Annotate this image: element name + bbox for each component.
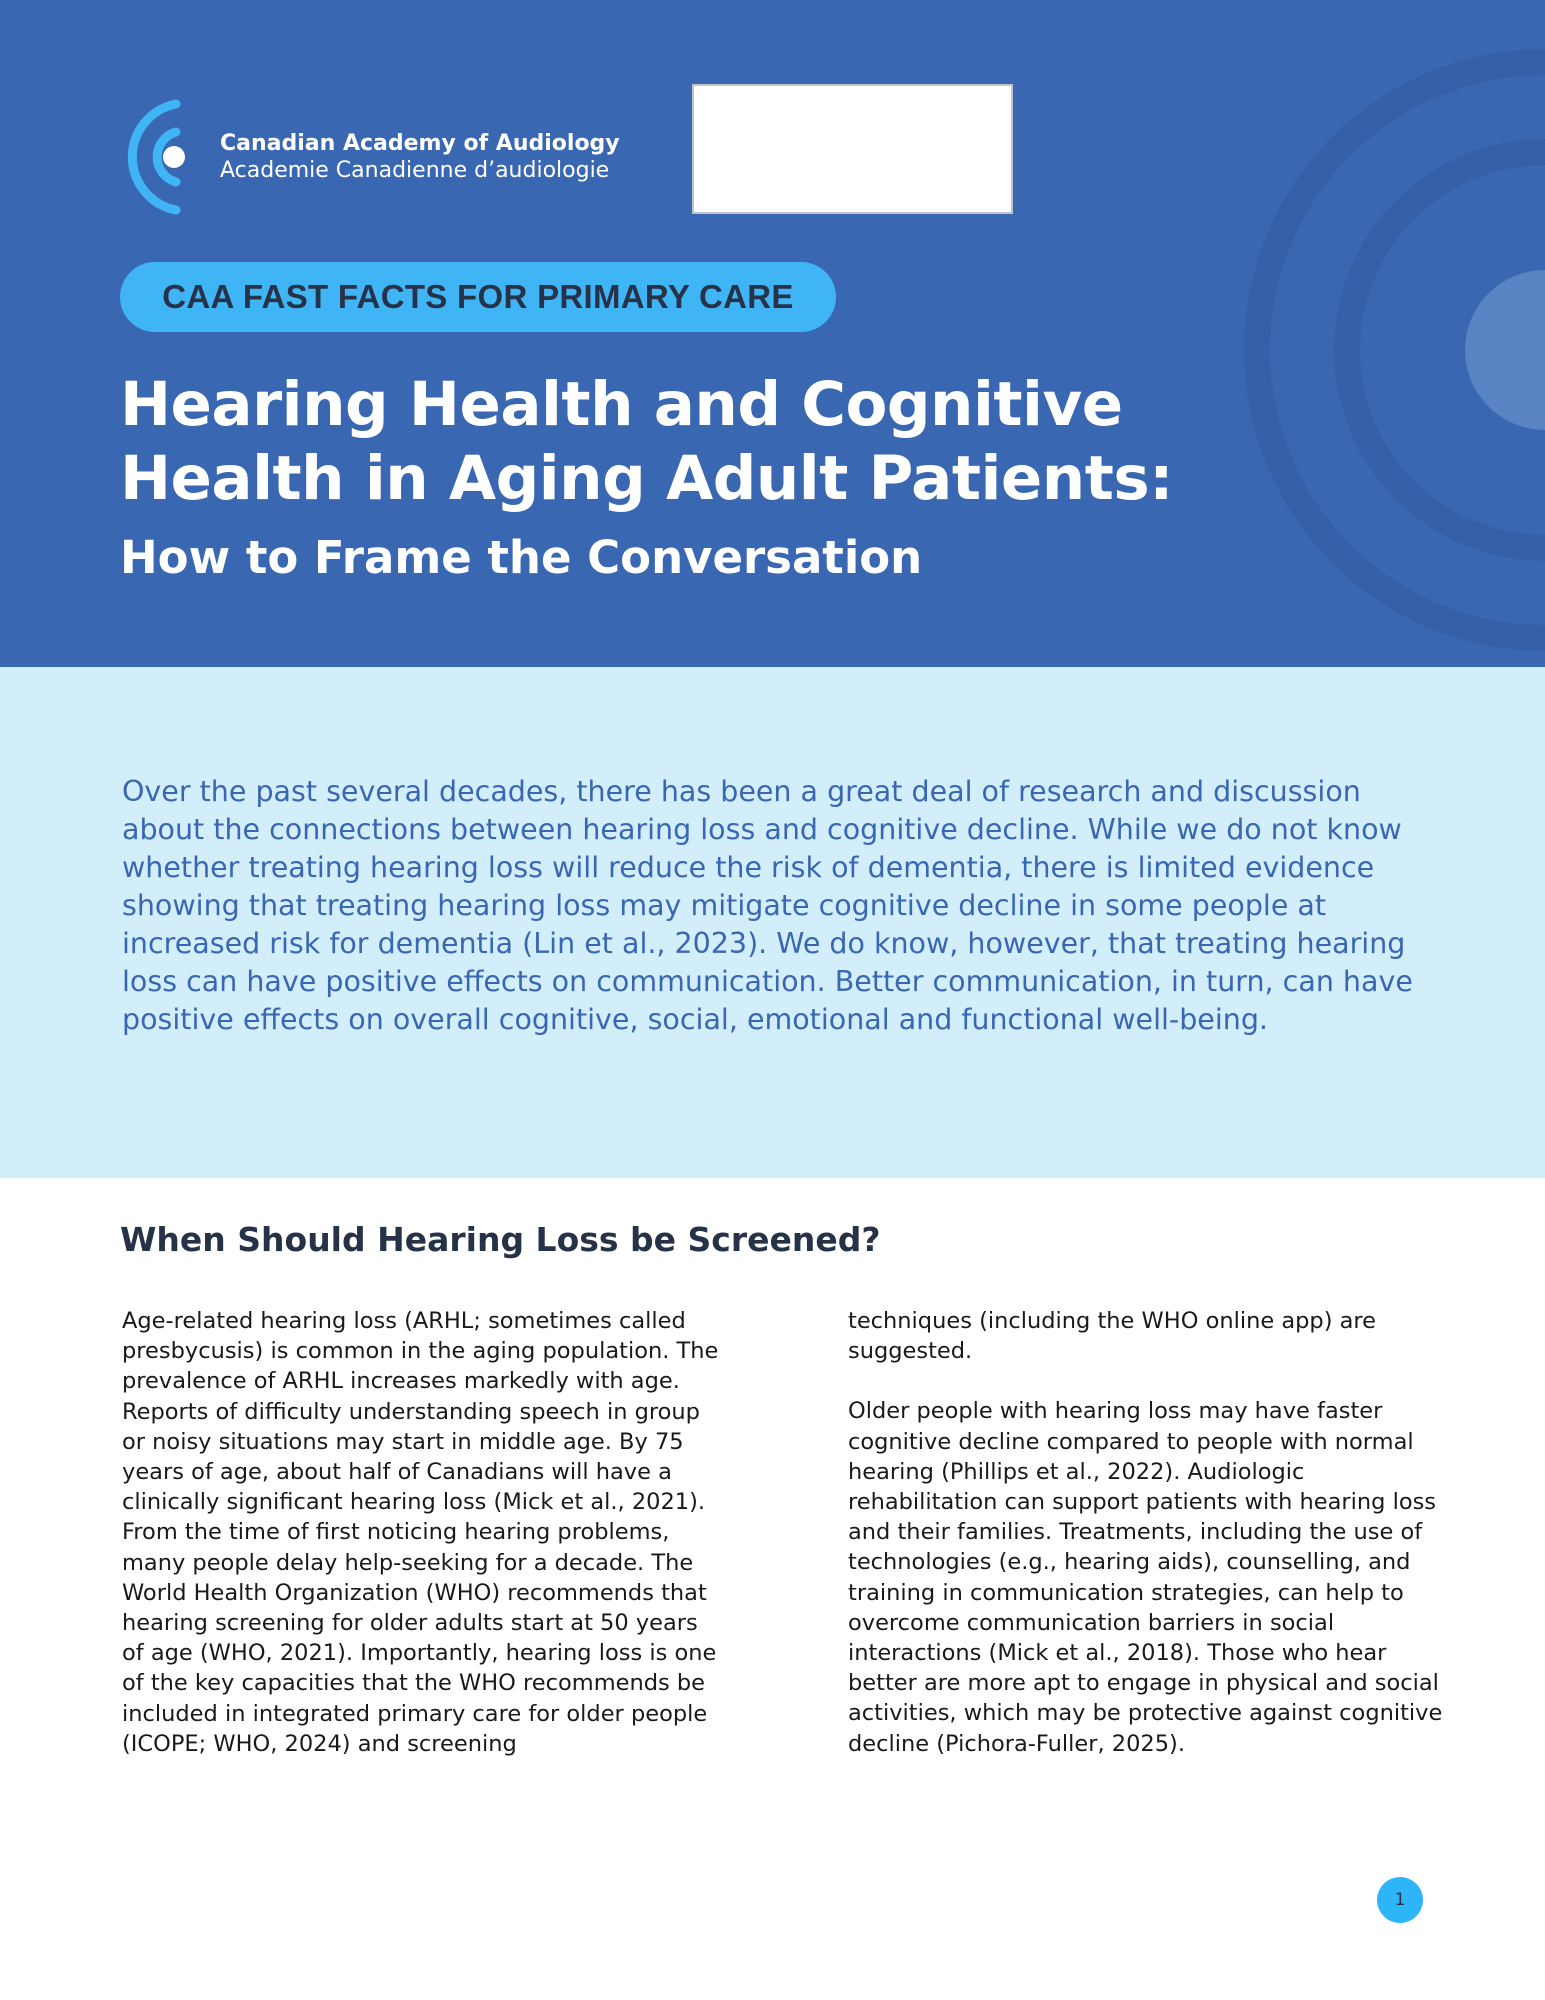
organization-name-french: Academie Canadienne d’audiologie	[220, 158, 610, 183]
page-title	[120, 368, 1173, 516]
header-banner	[0, 0, 1545, 667]
organization-name	[220, 130, 620, 184]
page-title-line-2: Health in Aging Adult Patients:	[120, 443, 1174, 514]
page-title-line-1: Hearing Health and Cognitive	[120, 369, 1123, 440]
fast-facts-badge: CAA FAST FACTS FOR PRIMARY CARE	[120, 262, 836, 332]
caa-logo-icon	[112, 96, 208, 218]
right-column-paragraph-2: Older people with hearing loss may have faster cognitive decline compared to people with normal hearing (Phillips et al., 2022). Audiologic rehabilitation can support patients with hearing loss and their families. Treatments, including the use of technologies (e.g., hearing aids), counselling, and training in communication strategies, can help to overcome communication barriers in social interactions (Mick et al., 2018). Those who hear better are more apt to engage in physical and social activities, which may be protective against cognitive decline (Pichora-Fuller, 2025).	[848, 1398, 1443, 1757]
left-column-paragraph: Age-related hearing loss (ARHL; sometimes called presbycusis) is common in the aging population. The prevalence of ARHL increases markedly with age. Reports of difficulty understanding speech in group or noisy situations may start in middle age. By 75 years of age, about half of Canadians will have a clinically significant hearing loss (Mick et al., 2021). From the time of first noticing hearing problems, many people delay help-seeking for a decade. The World Health Organization (WHO) recommends that hearing screening for older adults start at 50 years of age (WHO, 2021). Importantly, hearing loss is one of the key capacities that the WHO recommends be included in integrated primary care for older people (ICOPE; WHO, 2024) and screening	[122, 1308, 719, 1757]
intro-section	[0, 667, 1545, 1178]
section-heading: When Should Hearing Loss be Screened?	[120, 1220, 881, 1259]
page-number-badge: 1	[1377, 1877, 1423, 1923]
blank-placeholder-box	[692, 84, 1013, 214]
organization-name-english: Canadian Academy of Audiology	[220, 131, 620, 156]
intro-paragraph: Over the past several decades, there has been a great deal of research and discussion about the connections between hearing loss and cognitive decline. While we do not know whether treating hearing loss will reduce the risk of dementia, there is limited evidence showing that treating hearing loss may mitigate cognitive decline in some people at increased risk for dementia (Lin et al., 2023). We do know, however, that treating hearing loss can have positive effects on communication. Better communication, in turn, can have positive effects on overall cognitive, social, emotional and functional well-being.	[122, 775, 1413, 1036]
right-column	[848, 1306, 1448, 1789]
left-column	[122, 1306, 722, 1789]
page-subtitle: How to Frame the Conversation	[120, 531, 923, 584]
right-column-paragraph-1: techniques (including the WHO online app) are suggested.	[848, 1308, 1377, 1365]
